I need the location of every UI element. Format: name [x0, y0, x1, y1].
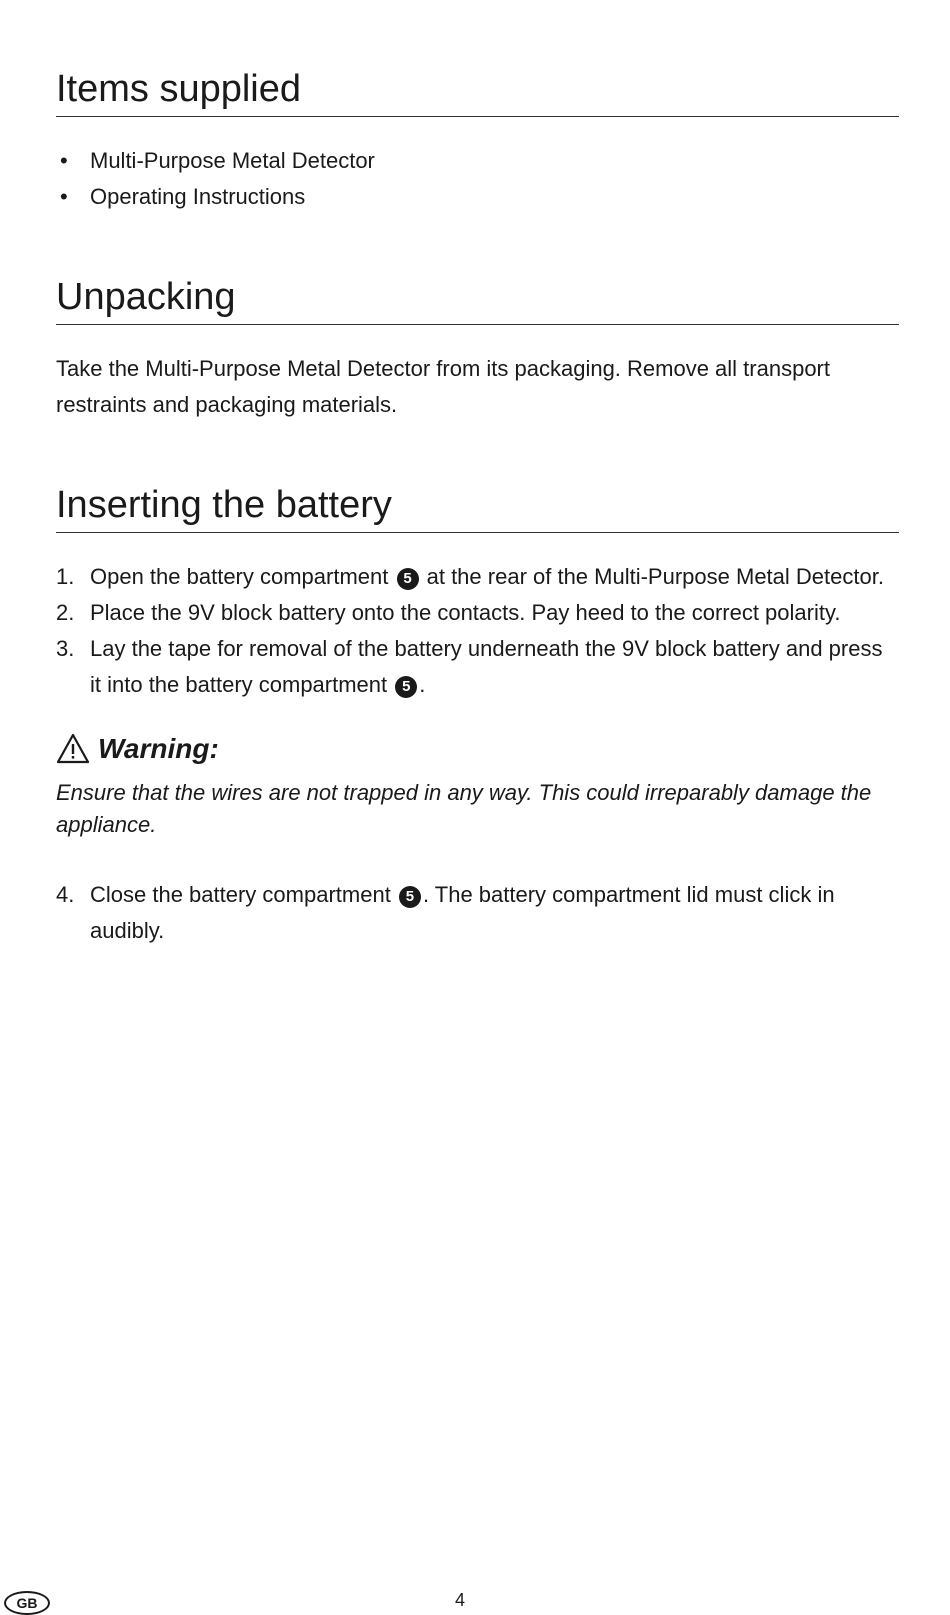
part-reference-badge: 5: [399, 886, 421, 908]
list-item: [56, 559, 899, 595]
part-reference-badge: 5: [397, 568, 419, 590]
list-item-text: Operating Instructions: [90, 184, 306, 209]
step-number: 3.: [56, 636, 75, 661]
step-text-after: . The battery compartment lid must click in audibly.: [90, 882, 835, 943]
items-supplied-list: [56, 143, 899, 215]
step-number: 1.: [56, 564, 75, 589]
page-number: 4: [455, 1590, 466, 1610]
step-text: Close the battery compartment: [90, 882, 391, 907]
list-item: [56, 143, 899, 179]
language-badge: GB: [4, 1591, 50, 1615]
unpacking-text: Take the Multi-Purpose Metal Detector from its packaging. Remove all transport restraints and packaging materials.: [56, 356, 830, 417]
part-reference-badge: 5: [395, 676, 417, 698]
step-text-after: .: [419, 672, 426, 697]
inserting-battery-section: [56, 482, 899, 949]
step-text: Open the battery compartment: [90, 564, 389, 589]
step-text: Lay the tape for removal of the battery underneath the 9V block battery and press it into the battery compartment: [90, 636, 883, 697]
warning-triangle-icon: [56, 732, 90, 766]
step-number: 4.: [56, 882, 75, 907]
unpacking-heading: Unpacking: [56, 274, 899, 325]
list-item-text: Multi-Purpose Metal Detector: [90, 148, 375, 173]
warning-text: Ensure that the wires are not trapped in any way. This could irreparably damage the appliance.: [56, 780, 872, 837]
items-supplied-section: [56, 66, 899, 215]
warning-box: [56, 729, 899, 841]
battery-steps-list: [56, 559, 899, 703]
list-item: [56, 877, 899, 949]
list-item: [56, 595, 899, 631]
battery-steps-list-continued: [56, 877, 899, 949]
list-item: [56, 179, 899, 215]
warning-title: Warning:: [98, 733, 219, 764]
unpacking-section: [56, 274, 899, 423]
list-item: [56, 631, 899, 703]
step-text-after: at the rear of the Multi-Purpose Metal Detector.: [420, 564, 884, 589]
bullet-icon: •: [60, 148, 68, 173]
items-supplied-heading: Items supplied: [56, 66, 899, 117]
warning-header: [56, 729, 899, 769]
step-number: 2.: [56, 600, 75, 625]
inserting-battery-heading: Inserting the battery: [56, 482, 899, 533]
manual-page: [56, 0, 899, 1615]
step-text: Place the 9V block battery onto the contacts. Pay heed to the correct polarity.: [90, 600, 841, 625]
bullet-icon: •: [60, 184, 68, 209]
